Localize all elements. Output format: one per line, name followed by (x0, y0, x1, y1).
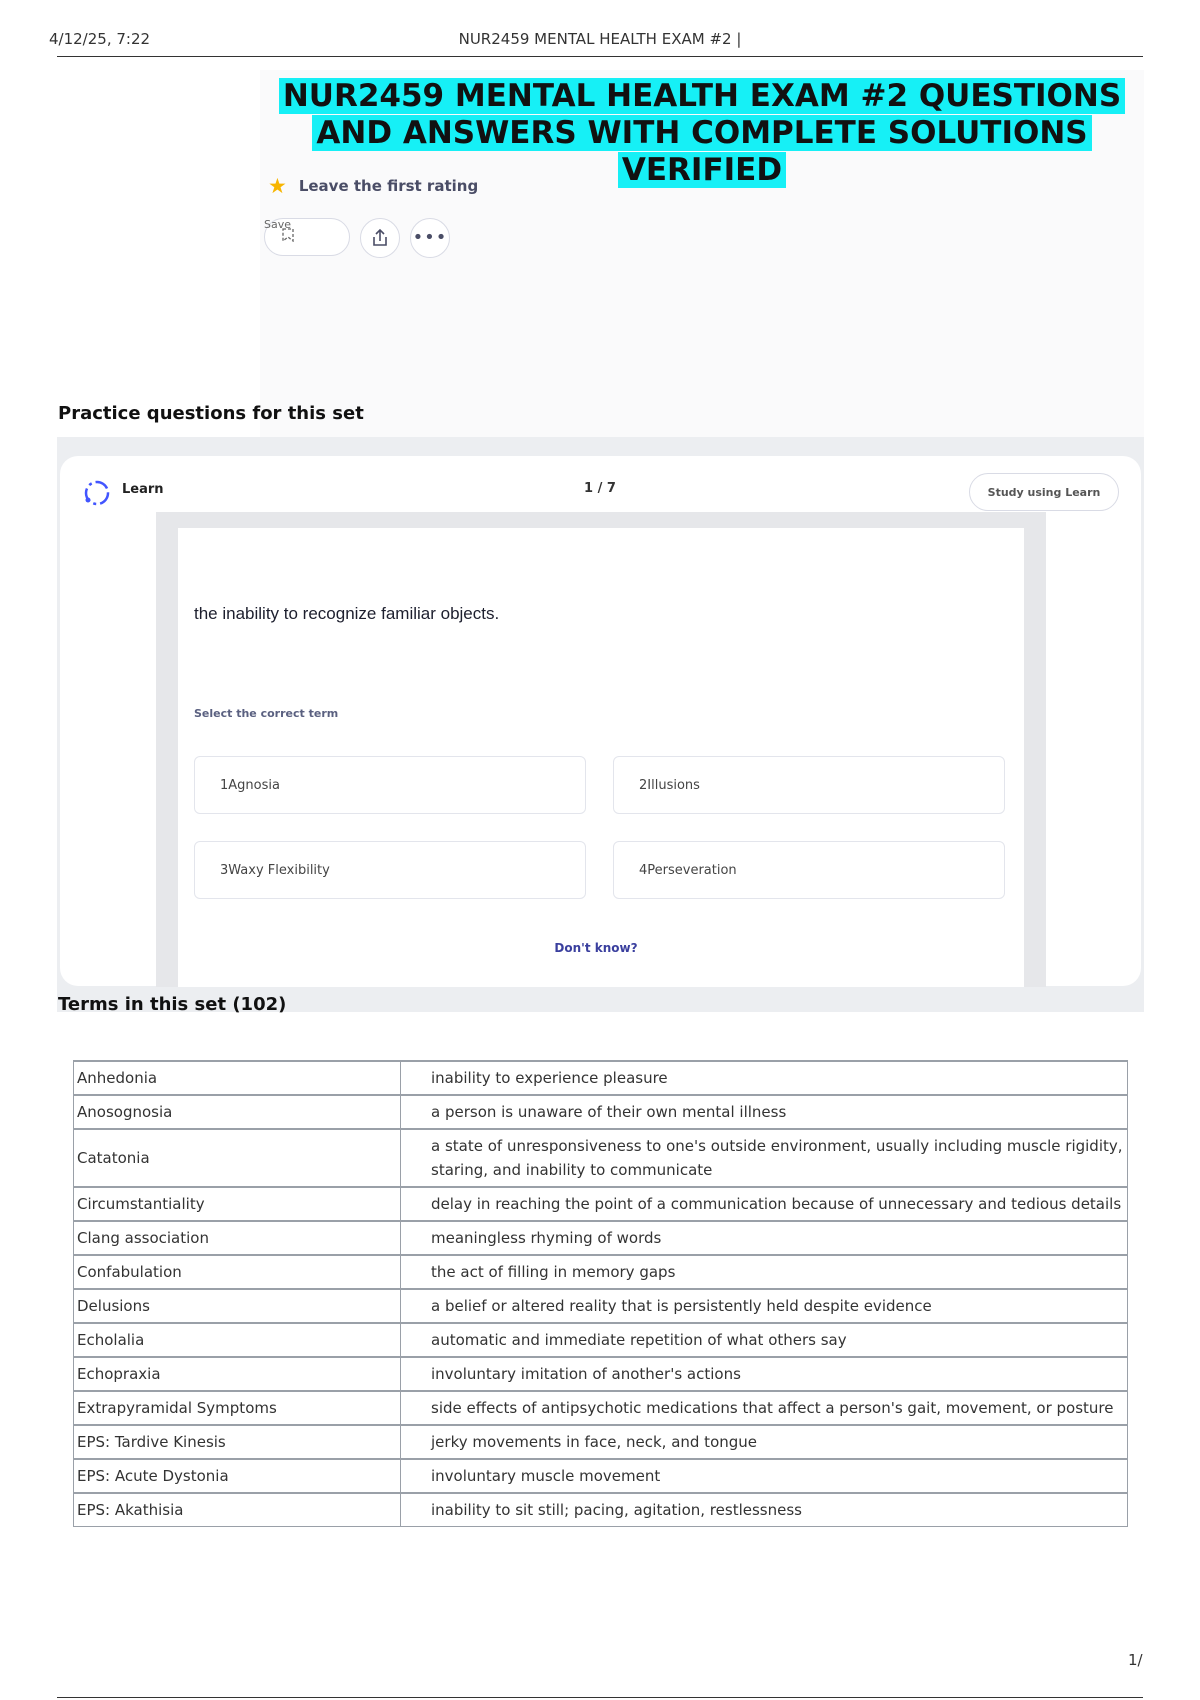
option-label: Waxy Flexibility (228, 862, 330, 878)
share-icon (369, 227, 391, 249)
table-row (74, 1425, 1128, 1459)
table-row (74, 1357, 1128, 1391)
option-number: 3 (220, 862, 229, 878)
page-title-text: NUR2459 MENTAL HEALTH EXAM #2 QUESTIONS AND ANSWERS WITH COMPLETE SOLUTIONS VERIFIED (279, 78, 1125, 188)
option-label: Perseveration (647, 862, 737, 878)
question-counter: 1 / 7 (584, 481, 616, 496)
more-icon: ••• (412, 227, 448, 248)
definition-cell: inability to experience pleasure (401, 1061, 1128, 1095)
table-row (74, 1095, 1128, 1129)
definition-cell: a belief or altered reality that is persistently held despite evidence (401, 1289, 1128, 1323)
table-row (74, 1459, 1128, 1493)
answer-option-1[interactable] (194, 756, 586, 814)
definition-cell: side effects of antipsychotic medications that affect a person's gait, movement, or posture (401, 1391, 1128, 1425)
table-row (74, 1061, 1128, 1095)
bookmark-icon (282, 228, 294, 242)
option-number: 4 (639, 862, 648, 878)
term-cell: Anhedonia (74, 1061, 401, 1095)
option-number: 1 (220, 777, 229, 793)
term-cell: EPS: Akathisia (74, 1493, 401, 1527)
term-cell: Catatonia (74, 1129, 401, 1187)
save-label: Save (264, 218, 292, 231)
term-cell: Anosognosia (74, 1095, 401, 1129)
definition-cell: automatic and immediate repetition of what others say (401, 1323, 1128, 1357)
definition-cell: involuntary muscle movement (401, 1459, 1128, 1493)
term-cell: Echopraxia (74, 1357, 401, 1391)
table-row (74, 1187, 1128, 1221)
definition-cell: meaningless rhyming of words (401, 1221, 1128, 1255)
answer-option-3[interactable] (194, 841, 586, 899)
dont-know-link[interactable]: Don't know? (554, 941, 638, 955)
answer-option-4[interactable] (613, 841, 1005, 899)
header-rule (57, 56, 1143, 57)
terms-table (73, 1060, 1128, 1527)
star-icon: ★ (268, 174, 287, 198)
definition-cell: inability to sit still; pacing, agitation, restlessness (401, 1493, 1128, 1527)
definition-cell: a person is unaware of their own mental illness (401, 1095, 1128, 1129)
option-number: 2 (639, 777, 648, 793)
term-cell: Clang association (74, 1221, 401, 1255)
more-options-button[interactable] (410, 218, 450, 258)
share-button[interactable] (360, 218, 400, 258)
table-row (74, 1493, 1128, 1527)
definition-cell: the act of filling in memory gaps (401, 1255, 1128, 1289)
rating-label: Leave the first rating (298, 177, 479, 195)
select-hint: Select the correct term (194, 707, 339, 720)
study-using-learn-button[interactable]: Study using Learn (969, 473, 1119, 511)
table-row (74, 1255, 1128, 1289)
table-row (74, 1129, 1128, 1187)
answer-option-2[interactable] (613, 756, 1005, 814)
table-row (74, 1289, 1128, 1323)
practice-heading: Practice questions for this set (58, 403, 364, 424)
learn-label: Learn (122, 482, 164, 497)
question-prompt: the inability to recognize familiar objects. (194, 604, 500, 623)
term-cell: Circumstantiality (74, 1187, 401, 1221)
table-row (74, 1391, 1128, 1425)
term-cell: EPS: Tardive Kinesis (74, 1425, 401, 1459)
definition-cell: jerky movements in face, neck, and tongue (401, 1425, 1128, 1459)
footer-rule (57, 1697, 1143, 1698)
term-cell: EPS: Acute Dystonia (74, 1459, 401, 1493)
rating-control[interactable] (268, 176, 478, 196)
terms-heading: Terms in this set (102) (58, 994, 287, 1015)
definition-cell: delay in reaching the point of a communication because of unnecessary and tedious details (401, 1187, 1128, 1221)
print-date: 4/12/25, 7:22 (49, 30, 151, 48)
term-cell: Extrapyramidal Symptoms (74, 1391, 401, 1425)
term-cell: Delusions (74, 1289, 401, 1323)
table-row (74, 1323, 1128, 1357)
page-title (260, 78, 1144, 189)
table-row (74, 1221, 1128, 1255)
term-cell: Echolalia (74, 1323, 401, 1357)
option-label: Agnosia (228, 777, 280, 793)
term-cell: Confabulation (74, 1255, 401, 1289)
definition-cell: involuntary imitation of another's actions (401, 1357, 1128, 1391)
option-label: Illusions (647, 777, 700, 793)
definition-cell: a state of unresponsiveness to one's outside environment, usually including muscle rigidity, staring, and inability to communicate (401, 1129, 1128, 1187)
page-number: 1/ (1128, 1651, 1143, 1669)
print-header-title: NUR2459 MENTAL HEALTH EXAM #2 | (458, 30, 742, 48)
